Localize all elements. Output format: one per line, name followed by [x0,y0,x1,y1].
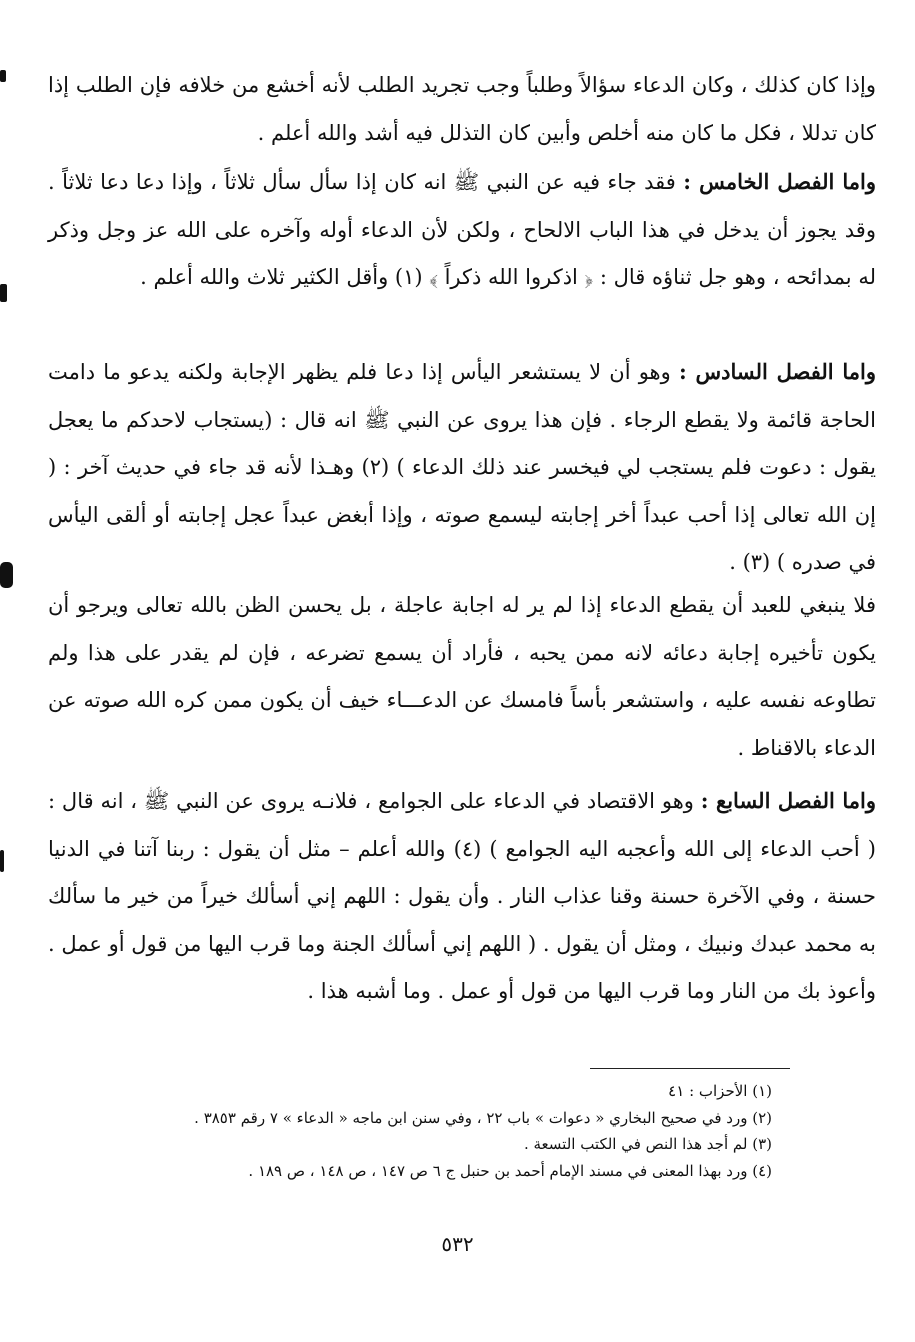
paragraph-text: فقد جاء فيه عن النبي ﷺ انه كان إذا سأل سأل ثلاثاً ، وإذا دعا دعا ثلاثاً . وقد يجوز أن يدخل في هذا الباب الالحاح ، ولكن لأن الدعاء أوله وآخره على الله عز وجل وذكر له بمدائحه ، وهو جل ثناؤه قال : ﴿ اذكروا الله ذكراً ﴾ (١) وأقل الكثير ثلاث والله أعلم . [48,170,876,289]
footnote: (٢) ورد في صحيح البخاري « دعوات » باب ٢٢ ، وفي سنن ابن ماجه « الدعاء » ٧ رقم ٣٨٥٣ . [194,1108,772,1127]
page-number: ٥٣٢ [441,1232,474,1256]
section-heading: واما الفصل الخامس : [683,169,876,194]
footnotes-list [60,1078,772,1184]
scan-margin-mark [0,562,13,588]
footnote: (٣) لم أجد هذا النص في الكتب التسعة . [523,1135,772,1153]
scan-margin-mark [0,70,6,82]
paragraph-text: وهو الاقتصاد في الدعاء على الجوامع ، فلانـه يروى عن النبي ﷺ ، انه قال : ( أحب الدعاء إلى الله وأعجبه اليه الجوامع ) (٤) والله أعلم – مثل أن يقول : ربنا آتنا في الدنيا حسنة ، وفي الآخرة حسنة وقنا عذاب النار . وأن يقول : اللهم إني أسألك خيراً من خير ما سألك به محمد عبدك ونبيك ، ومثل أن يقول . ( اللهم إني أسألك الجنة وما قرب اليها من قول أو عمل . وأعوذ بك من النار وما قرب اليها من قول أو عمل . وما أشبه هذا . [48,789,876,1003]
footnote: (١) الأحزاب : ٤١ [668,1082,772,1100]
paragraph-text: وهو أن لا يستشعر اليأس إذا دعا فلم يظهر الإجابة ولكنه يدعو ما دامت الحاجة قائمة ولا يقطع الرجاء . فإن هذا يروى عن النبي ﷺ انه قال : (يستجاب لاحدكم ما يعجل يقول : دعوت فلم يستجب لي فيخسر عند ذلك الدعاء ) (٢) وهـذا لأنه قد جاء في حديث آخر : ( إن الله تعالى إذا أحب عبداً أخر إجابته ليسمع صوته ، وإذا أبغض عبداً عجل إجابته أو ألقى اليأس في صدره ) (٣) . [48,360,877,574]
footnote: (٤) ورد بهذا المعنى في مسند الإمام أحمد بن حنبل ج ٦ ص ١٤٧ ، ص ١٤٨ ، ص ١٨٩ . [248,1161,772,1180]
footnote-separator [590,1068,790,1069]
section-heading: واما الفصل السابع : [700,788,876,813]
paragraph-seventh-section [48,777,876,1016]
section-heading: واما الفصل السادس : [678,359,876,384]
paragraph-text: فلا ينبغي للعبد أن يقطع الدعاء إذا لم ير له اجابة عاجلة ، بل يحسن الظن بالله تعالى ويرجو أن يكون تأخيره إجابة دعائه لانه ممن يحبه ، فأراد أن يسمع تضرعه ، فإن لم يقدر على هذا ولم تطاوعه نفسه عليه ، واستشعر بأساً فامسك عن الدعـــاء خيف أن يكون ممن كره الله صوته عن الدعاء بالاقناط . [48,593,876,760]
paragraph-continuation [48,582,876,772]
paragraph-fifth-section [48,158,876,302]
paragraph-intro [48,62,876,157]
scan-margin-mark [0,850,4,872]
scan-margin-mark [0,284,7,302]
paragraph-text: وإذا كان كذلك ، وكان الدعاء سؤالاً وطلباً وجب تجريد الطلب لأنه أخشع من خلافه فإن الطلب إذا كان تدللا ، فكل ما كان منه أخلص وأبين كان التذلل فيه أشد والله أعلم . [48,73,876,145]
paragraph-sixth-section [48,348,876,587]
